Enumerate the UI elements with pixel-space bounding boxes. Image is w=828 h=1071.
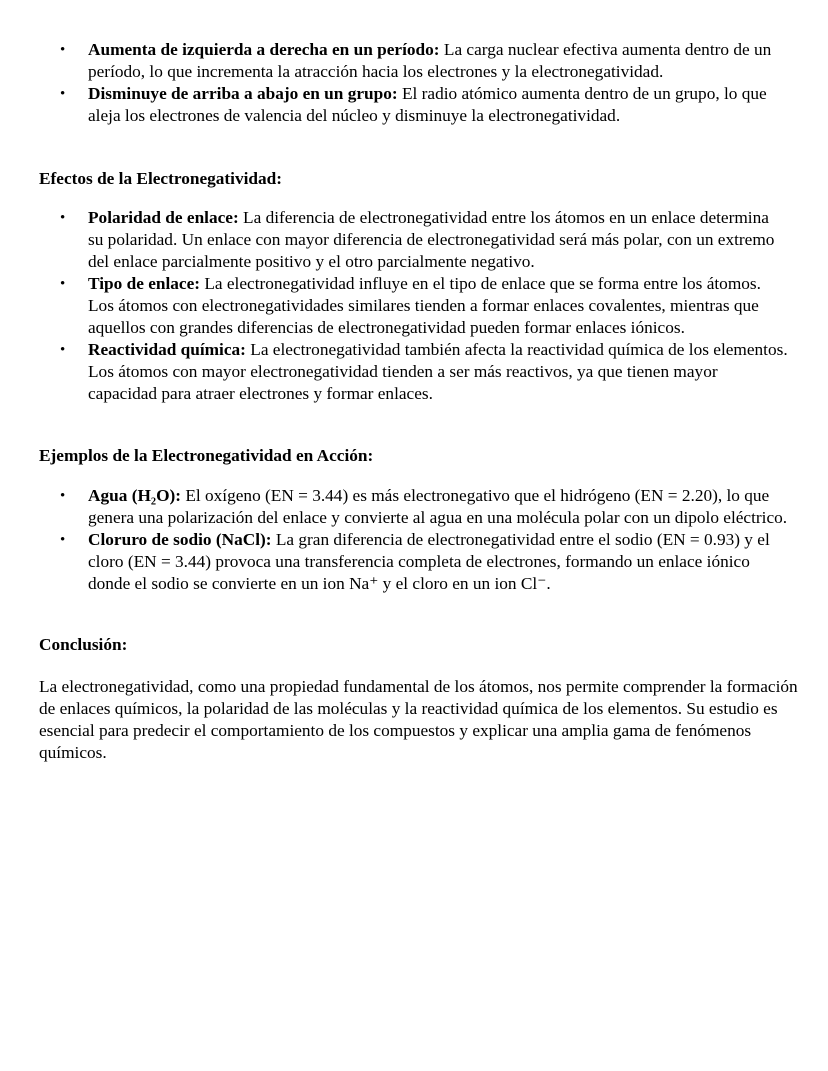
bullet-icon: • (60, 210, 66, 226)
bullet-icon: • (60, 342, 66, 358)
list-item-title: Tipo de enlace: (88, 274, 201, 293)
section-heading-conclusion: Conclusión: (39, 635, 128, 654)
list-item-title: Polaridad de enlace: (88, 208, 239, 227)
list-item-text: El radio atómico aumenta dentro de un grupo, lo que aleja los electrones de valencia del núcleo y disminuye la electronegatividad. (88, 84, 767, 125)
list-item-text: La diferencia de electronegatividad entre los átomos en un enlace determina su polaridad. Un enlace con mayor diferencia de electronegatividad será más polar, con un extremo del enlace parcialmente positivo y el otro parcialmente negativo. (88, 208, 775, 271)
bullet-icon: • (60, 488, 66, 504)
list-item-text: La gran diferencia de electronegatividad entre el sodio (EN = 0.93) y el cloro (EN = 3.44) provoca una transferencia completa de electrones, formando un enlace iónico donde el sodio se convierte en un ion Na⁺ y el cloro en un ion Cl⁻. (88, 530, 770, 593)
section-heading-effects: Efectos de la Electronegatividad: (39, 169, 283, 188)
list-item (0, 207, 828, 273)
list-item-title: Agua (H₂O): (88, 486, 182, 505)
section-heading-examples: Ejemplos de la Electronegatividad en Acción: (39, 446, 374, 465)
conclusion-paragraph: La electronegatividad, como una propiedad fundamental de los átomos, nos permite comprender la formación de enlaces químicos, la polaridad de las moléculas y la reactividad química de los elementos. Su estudio es esencial para predecir el comportamiento de los compuestos y explicar una amplia gama de fenómenos químicos. (39, 677, 798, 762)
bullet-icon: • (60, 42, 66, 58)
trends-list (0, 39, 828, 127)
bullet-icon: • (60, 276, 66, 292)
list-item (0, 485, 828, 529)
list-item (0, 529, 828, 595)
list-item-text: La electronegatividad influye en el tipo de enlace que se forma entre los átomos. Los átomos con electronegatividades similares tienden a formar enlaces covalentes, mientras que aquellos con grandes diferencias de electronegatividad pueden formar enlaces iónicos. (88, 274, 761, 337)
list-item-title: Disminuye de arriba a abajo en un grupo: (88, 84, 398, 103)
list-item-title: Aumenta de izquierda a derecha en un período: (88, 40, 440, 59)
list-item-text: La carga nuclear efectiva aumenta dentro de un período, lo que incrementa la atracción hacia los electrones y la electronegatividad. (88, 40, 772, 81)
bullet-icon: • (60, 532, 66, 548)
examples-list (0, 485, 828, 595)
list-item (0, 273, 828, 339)
list-item (0, 339, 828, 405)
list-item-title: Reactividad química: (88, 340, 246, 359)
list-item (0, 83, 828, 127)
effects-list (0, 207, 828, 405)
bullet-icon: • (60, 86, 66, 102)
list-item-text: El oxígeno (EN = 3.44) es más electronegativo que el hidrógeno (EN = 2.20), lo que genera una polarización del enlace y convierte al agua en una molécula polar con un dipolo eléctrico. (88, 486, 788, 527)
list-item (0, 39, 828, 83)
list-item-title: Cloruro de sodio (NaCl): (88, 530, 272, 549)
list-item-text: La electronegatividad también afecta la reactividad química de los elementos. Los átomos con mayor electronegatividad tienden a ser más reactivos, ya que tienen mayor capacidad para atraer electrones y formar enlaces. (88, 340, 788, 403)
